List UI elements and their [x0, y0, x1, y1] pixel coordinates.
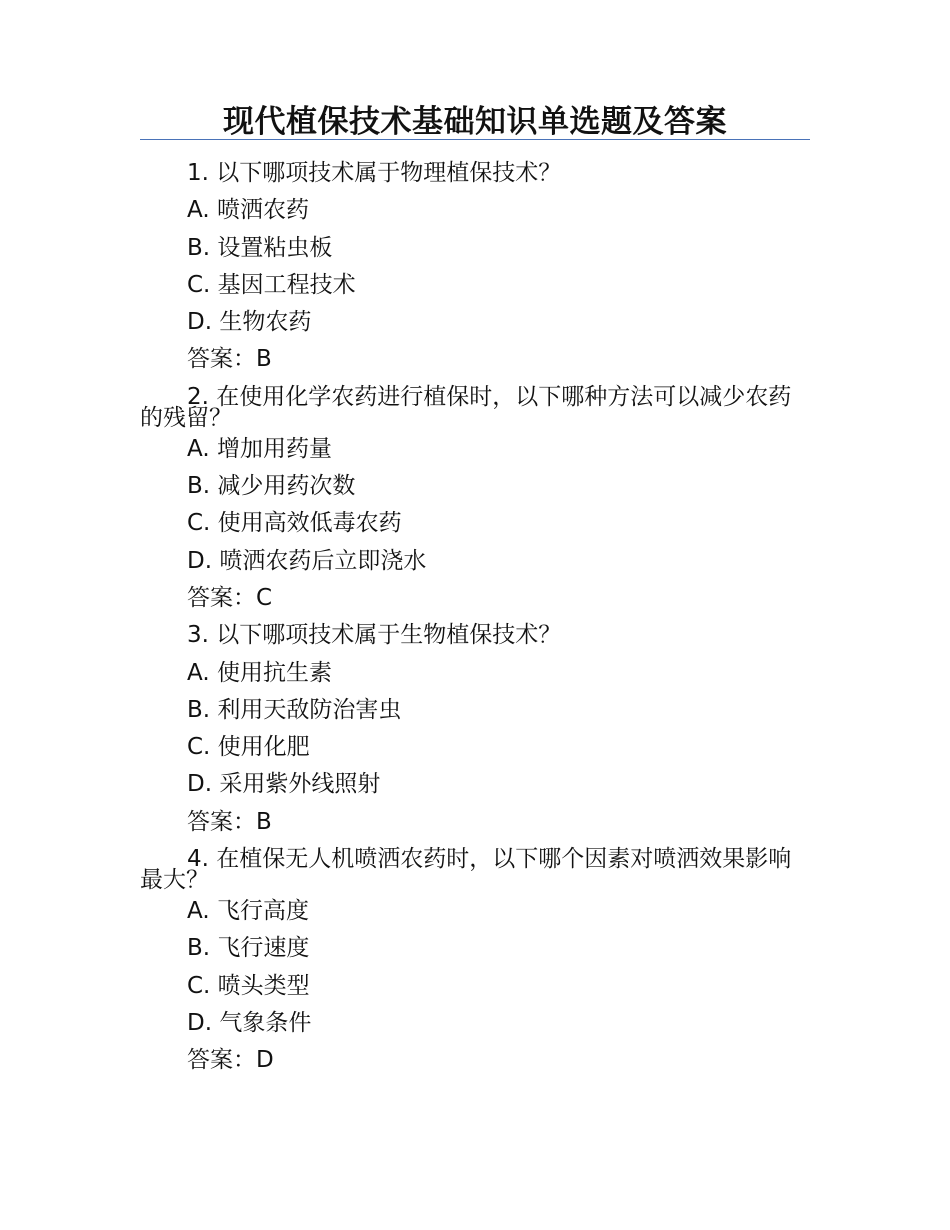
option-a: A. 飞行高度 [187, 898, 309, 925]
option-c: C. 使用高效低毒农药 [187, 510, 402, 537]
question-text: 4. 在植保无人机喷洒农药时，以下哪个因素对喷洒效果影响最大？ [140, 846, 792, 894]
title-underline [140, 139, 810, 140]
question-text: 1. 以下哪项技术属于物理植保技术？ [187, 160, 562, 186]
answer-text: 答案：D [187, 1047, 274, 1074]
option-a: A. 喷洒农药 [187, 197, 309, 224]
option-d: D. 采用紫外线照射 [187, 771, 381, 798]
option-b: B. 设置粘虫板 [187, 234, 333, 261]
question-list [140, 155, 810, 1080]
option-b: B. 利用天敌防治害虫 [187, 696, 402, 723]
question-block [140, 617, 810, 841]
question-block [140, 841, 810, 1079]
option-c: C. 喷头类型 [187, 972, 310, 999]
option-d: D. 生物农药 [187, 309, 312, 336]
question-text: 3. 以下哪项技术属于生物植保技术？ [187, 622, 562, 649]
option-c: C. 基因工程技术 [187, 271, 356, 298]
option-d: D. 喷洒农药后立即浇水 [187, 547, 427, 574]
option-b: B. 减少用药次数 [187, 473, 356, 500]
option-a: A. 增加用药量 [187, 435, 332, 462]
option-a: A. 使用抗生素 [187, 659, 332, 686]
answer-text: 答案：C [187, 584, 273, 611]
answer-text: 答案：B [187, 346, 272, 373]
option-c: C. 使用化肥 [187, 734, 310, 761]
question-text: 2. 在使用化学农药进行植保时，以下哪种方法可以减少农药的残留？ [140, 383, 792, 431]
question-block [140, 155, 810, 379]
answer-text: 答案：B [187, 808, 272, 835]
document-title: 现代植保技术基础知识单选题及答案 [223, 104, 727, 140]
option-d: D. 气象条件 [187, 1009, 312, 1036]
option-b: B. 飞行速度 [187, 935, 310, 962]
question-block [140, 379, 810, 617]
